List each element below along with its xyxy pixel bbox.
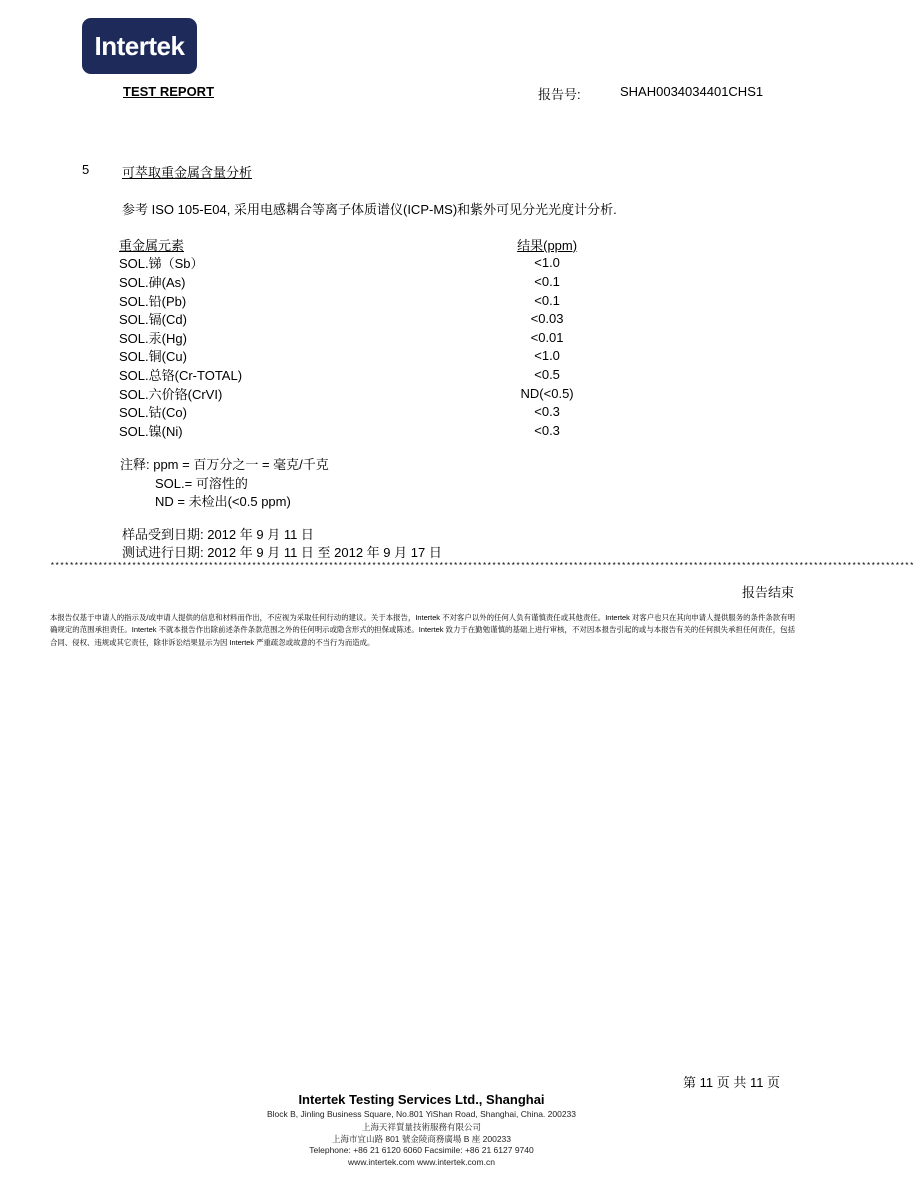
table-row [117,254,637,273]
element-cell: SOL.铅(Pb) [119,293,187,309]
result-cell: <0.01 [530,329,564,345]
page-number: 第 11 页 共 11 页 [683,1075,781,1090]
report-title: TEST REPORT [123,84,215,99]
received-date: 样品受到日期: 2012 年 9 月 11 日 [122,527,314,542]
method-text: 参考 ISO 105-E04, 采用电感耦合等离子体质谱仪(ICP-MS)和紫外可见分光光度计分析. [122,202,617,217]
footer-address-en: Block B, Jinling Business Square, No.801 YiShan Road, Shanghai, China. 200233 [266,1109,577,1119]
table-row [117,384,637,403]
test-date: 测试进行日期: 2012 年 9 月 11 日 至 2012 年 9 月 17 日 [122,545,442,560]
note-ppm: 注释: ppm = 百万分之一 = 毫克/千克 [120,457,329,472]
note-nd: ND = 未检出(<0.5 ppm) [155,494,291,509]
footer-company: Intertek Testing Services Ltd., Shanghai [298,1092,545,1107]
footer-address-cn: 上海市宜山路 801 號金陵商務廣場 B 座 200233 [331,1134,512,1144]
element-cell: SOL.铜(Cu) [119,349,187,365]
logo-text: Intertek [94,30,185,61]
footer-web: www.intertek.com www.intertek.com.cn [348,1157,495,1167]
disclaimer-text: 本报告仅基于申请人的指示及/或申请人提供的信息和材料而作出，不应视为采取任何行动的建议。关于本报告，Intertek 不对客户以外的任何人负有谨慎责任或其他责任。Intertek 对客户也只在其向申请人提供服务的条件条款有明确规定的范围承担责任。Intertek 不就本报告作出除前述条件条款范围之外的任何明示或隐含形式的担保或陈述。Intertek 致力于在勤勉谨慎的基础上进行审核，不对因本报告引起的或与本报告有关的任何损失承担任何责任，包括合同、侵权、违规或其它责任，除非诉讼结果显示为因 Intertek 严重疏忽或故意的不当行为而造成。 [50,613,795,647]
result-cell: <0.3 [534,404,560,420]
note-sol: SOL.= 可溶性的 [155,475,248,491]
element-cell: SOL.钴(Co) [119,405,187,421]
element-cell: SOL.汞(Hg) [119,330,187,346]
result-cell: <0.5 [534,366,560,382]
element-cell: SOL.镍(Ni) [119,423,183,439]
table-row [117,347,637,366]
table-row [117,328,637,347]
result-cell: <0.3 [534,422,560,438]
intertek-logo [82,18,197,74]
notes [120,456,329,512]
element-cell: SOL.锑（Sb） [119,256,204,272]
element-cell: SOL.六价铬(CrVI) [119,386,223,402]
footer-company-cn: 上海天祥質量技術服務有限公司 [361,1122,481,1132]
result-cell: <1.0 [534,348,560,364]
dates [122,526,442,562]
table-row [117,309,637,328]
separator-line: ************************************************************************************************************************************************************************************ [50,562,914,571]
result-cell: ND(<0.5) [520,385,574,401]
element-cell: SOL.总铬(Cr-TOTAL) [119,367,243,383]
header-result: 结果(ppm) [517,237,578,253]
table-row [117,272,637,291]
section-number: 5 [82,162,90,177]
result-cell: <0.1 [534,273,560,289]
report-number-label: 报告号: [538,87,581,102]
header-element: 重金属元素 [119,237,185,253]
element-cell: SOL.镉(Cd) [119,312,187,328]
table-row [117,365,637,384]
result-cell: <0.1 [534,292,560,308]
section-title: 可萃取重金属含量分析 [122,165,253,180]
table-row [117,291,637,310]
table-row [117,402,637,421]
table-header-row [117,235,637,254]
result-cell: <1.0 [534,255,560,271]
table-row [117,421,637,440]
element-cell: SOL.砷(As) [119,274,186,290]
footer-phone: Telephone: +86 21 6120 6060 Facsimile: +86 21 6127 9740 [309,1145,534,1155]
result-cell: <0.03 [530,311,564,327]
end-of-report: 报告结束 [742,585,795,600]
report-number-value: SHAH0034034401CHS1 [620,84,764,99]
results-table [117,235,637,440]
